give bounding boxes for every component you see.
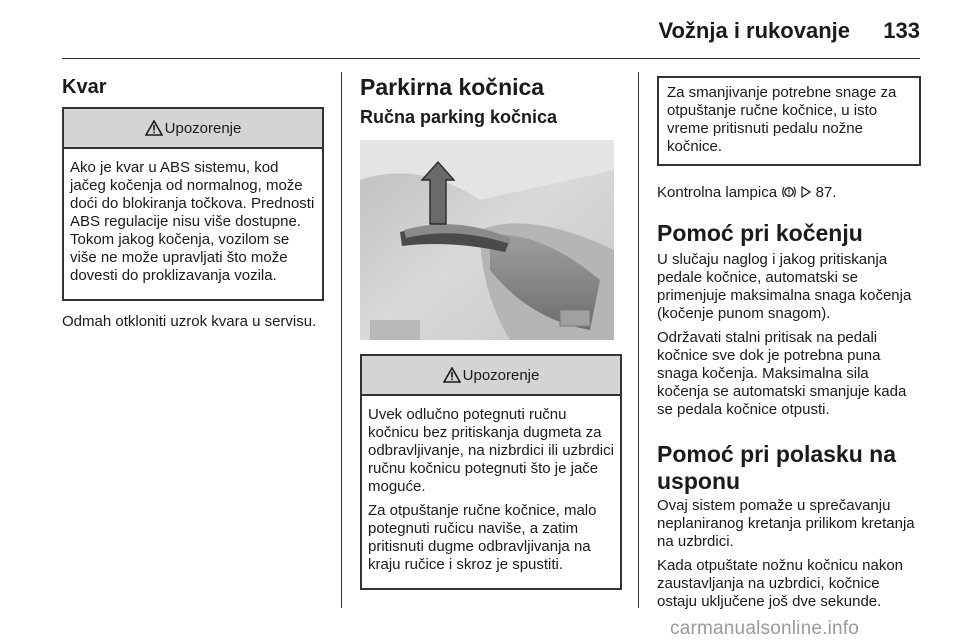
body-text: U slučaju naglog i jakog pritiskanja pedale kočnice, automatski se primenjuje maksimalna snaga kočenja (kočenje punom snagom). [657,251,912,322]
body-text: Odmah otkloniti uzrok kvara u servisu. [62,313,317,330]
column-divider [341,72,342,608]
warning-header [64,109,322,149]
warning-title: Upozorenje [164,119,242,137]
lamp-page-ref[interactable]: 87. [815,184,837,201]
watermark: carmanualsonline.info [670,618,860,639]
chapter-title: Vožnja i rukovanje [658,18,850,43]
page-reference-arrow-icon [801,185,811,197]
body-text: Ovaj sistem pomaže u sprečavanju neplaniranog kretanja prilikom kretanja na uzbrdici. [657,497,915,550]
warning-body [362,396,620,588]
body-text: Održavati stalni pritisak na pedali kočnice sve dok je potrebna puna snaga kočenja. Maksimalna sila kočenja se automatski smanjuje kada se pedala kočnice otpusti. [657,329,907,418]
warning-box [62,107,324,301]
warning-triangle-icon [443,367,461,383]
column-1 [62,76,324,337]
section-heading: Pomoć pri kočenju [657,220,863,246]
warning-text: Ako je kvar u ABS sistemu, kod jačeg kočenja od normalnog, može doći do blokiranja točkova. Prednosti ABS regulacije nisu više dostupne. Tokom jakog kočenja, vozilom se više ne može upravljati što može dovesti do proklizavanja vozila. [70,159,315,284]
warning-box [360,354,622,590]
column-2 [360,74,622,590]
warning-triangle-icon [145,120,163,136]
handbrake-photo [360,140,614,340]
section-heading-continued: usponu [657,468,741,494]
column-3 [657,76,921,617]
warning-text: Uvek odlučno potegnuti ručnu kočnicu bez pritiskanja dugmeta za odbravljivanje, na nizbrdici ili uzbrdici ručnu kočnicu potegnuti što je jače moguće. [368,406,614,495]
section-heading: Pomoć pri polasku na [657,441,896,467]
column-divider [638,72,639,608]
page-number: 133 [883,18,920,43]
warning-title: Upozorenje [462,366,540,384]
lamp-label: Kontrolna lampica [657,184,778,201]
note-box [657,76,921,166]
page-header [0,0,960,58]
section-heading: Parkirna kočnica [360,74,545,100]
lamp-reference [657,184,921,202]
body-text: Kada otpuštate nožnu kočnicu nakon zaustavljanja na uzbrdici, kočnice ostaju uključene još dve sekunde. [657,557,904,610]
warning-text: Za otpuštanje ručne kočnice, malo potegnuti ručicu naviše, a zatim pritisnuti dugme odbravljivanja na kraju ručice i skroz je spustiti. [368,502,597,573]
header-divider [62,58,920,59]
brake-warning-lamp-icon [781,185,797,199]
warning-header [362,356,620,396]
section-heading: Kvar [62,76,107,98]
subsection-heading: Ručna parking kočnica [360,107,558,127]
note-text: Za smanjivanje potrebne snage za otpuštanje ručne kočnice, u isto vreme pritisnuti pedalu nožne kočnice. [667,84,897,155]
warning-body [64,149,322,299]
